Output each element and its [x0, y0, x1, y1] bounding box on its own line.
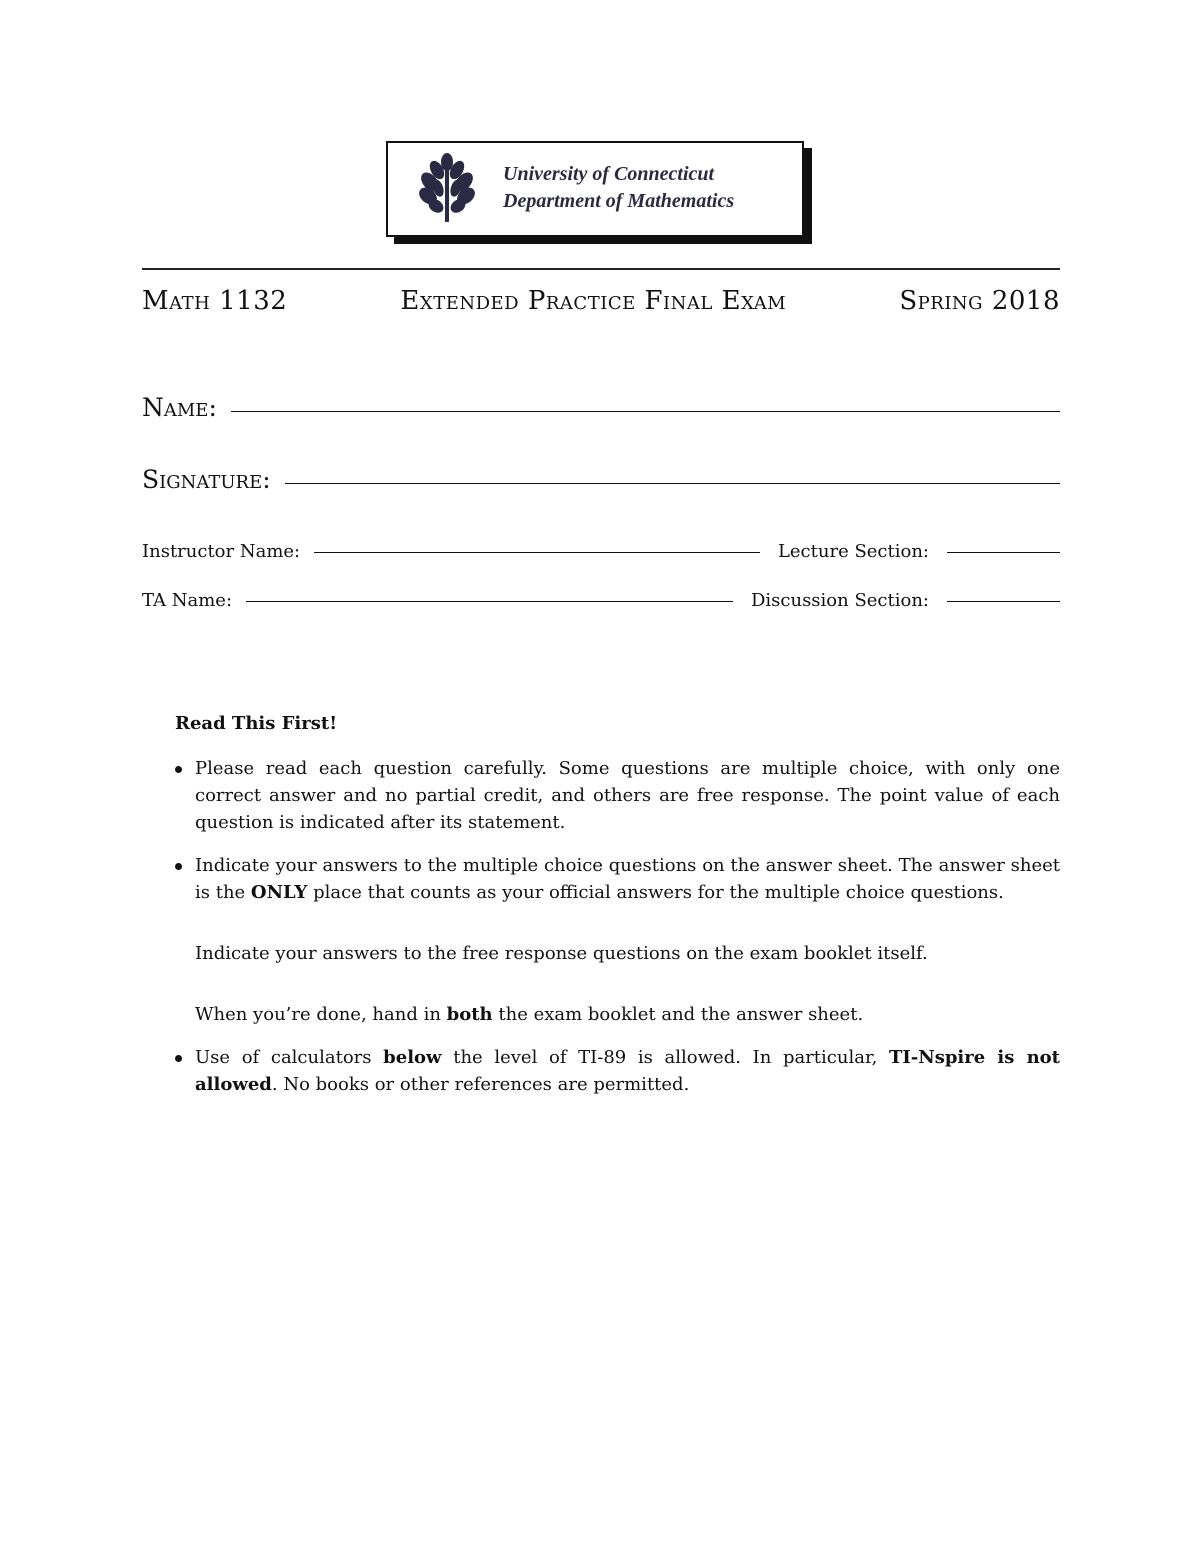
bullet-text: the level of TI-89 is allowed. In particular, [441, 1047, 889, 1068]
bold-text: both [446, 1004, 493, 1025]
instructions-heading: Read This First! [175, 713, 338, 734]
university-name: University of Connecticut [503, 163, 715, 185]
lecture-section-line[interactable] [947, 552, 1060, 553]
instruction-bullet [175, 755, 1060, 836]
name-label: Name: [142, 393, 217, 422]
signature-field-row [142, 465, 1060, 494]
name-field-row [142, 393, 1060, 422]
exam-title: Extended Practice Final Exam [400, 286, 787, 316]
bold-text: TI-Nspire is not allowed [195, 1047, 1060, 1095]
ta-label: TA Name: [142, 590, 233, 611]
instructions [175, 710, 1060, 1114]
instruction-bullet [175, 852, 1060, 1028]
course-number: Math 1132 [142, 286, 288, 316]
bullet-icon [175, 863, 182, 870]
bullet-icon [175, 766, 182, 773]
discussion-section-label: Discussion Section: [750, 590, 929, 611]
header-rule [142, 268, 1060, 270]
instructor-label: Instructor Name: [142, 541, 301, 562]
university-logo-box [386, 141, 804, 237]
bullet-text: . No books or other references are permitted. [271, 1074, 690, 1095]
lecture-section-label: Lecture Section: [777, 541, 929, 562]
bold-text: ONLY [250, 882, 308, 903]
instructor-field-row [142, 541, 1060, 562]
bullet-icon [175, 1055, 182, 1062]
signature-label: Signature: [142, 465, 271, 494]
department-name: Department of Mathematics [503, 190, 735, 212]
ta-line[interactable] [246, 601, 733, 602]
bullet-text: place that counts as your official answers for the multiple choice questions. [307, 882, 1004, 903]
signature-line[interactable] [285, 483, 1060, 484]
logo-text [503, 161, 734, 215]
oak-leaf-icon [416, 152, 478, 224]
exam-header [142, 286, 1060, 316]
exam-term: Spring 2018 [899, 286, 1060, 316]
bullet-text: Use of calculators [195, 1047, 384, 1068]
name-line[interactable] [231, 411, 1060, 412]
bold-text: below [383, 1047, 442, 1068]
instructor-line[interactable] [314, 552, 760, 553]
instruction-paragraph: Indicate your answers to the free response questions on the exam booklet itself. [195, 943, 928, 964]
instruction-paragraph: When you’re done, hand in both the exam booklet and the answer sheet. [195, 1004, 864, 1025]
bullet-text: Please read each question carefully. Some questions are multiple choice, with only one correct answer and no partial credit, and others are free response. The point value of each question is indicated after its statement. [195, 758, 1060, 833]
bullet-text: Indicate your answers to the multiple choice questions on the answer sheet. The answer sheet is the [195, 855, 1060, 903]
instruction-bullet [175, 1044, 1060, 1098]
ta-field-row [142, 590, 1060, 611]
discussion-section-line[interactable] [947, 601, 1060, 602]
